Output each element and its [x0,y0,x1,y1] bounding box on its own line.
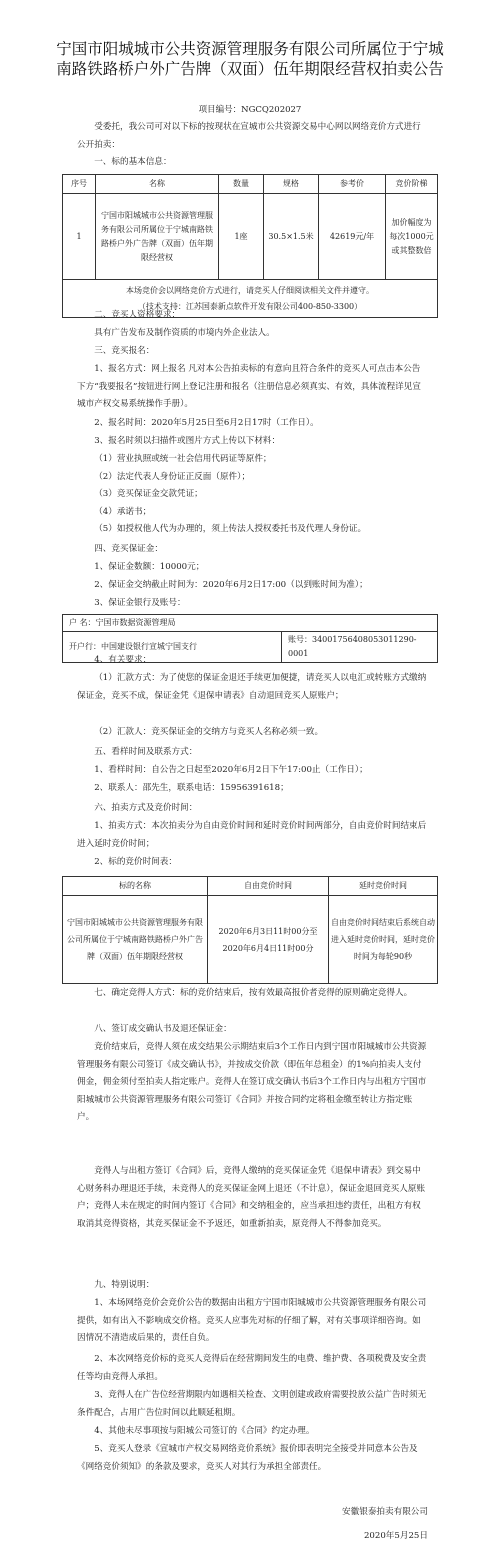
section-8-heading: 八、签订成交确认书及退还保证金： [94,1024,232,1034]
th-bid-step: 竞价阶梯 [386,175,438,194]
contact-info: 2、联系人：邵先生，联系电话：15956391618； [94,783,289,793]
list-item: （2）法定代表人身份证正反面（原件）； [94,471,251,482]
table-header-row [63,877,438,896]
signature-date: 2020年5月25日 [363,1531,428,1541]
section-1-heading: 一、标的基本信息： [94,157,172,167]
cell-delay-bid: 自由竞价时间结束后系统自动进入延时竞价时间，延时竞价时间为每轮90秒 [329,896,438,984]
account-bank: 开户行：中国建设银行宣城宁国支行 [63,632,282,663]
project-number: 项目编号：NGCQ202027 [198,105,302,115]
requirement-2: （2）汇款人：竞买保证金的交纳方与竞买人名称必须一致。 [94,727,324,737]
th-lot-name: 标的名称 [63,877,208,896]
note-2: 2、本次网络竞价标的竞买人竞得后在经营期间发生的电费、维护费、各项税费及安全责任等均由竞得人承担。 [77,1354,427,1382]
section-4-heading: 四、竞买保证金： [94,544,163,554]
th-no: 序号 [63,175,96,194]
cell-qty: 1座 [219,194,264,280]
schedule-label: 2、标的竞价时间表： [94,857,177,867]
section-9-heading: 九、特别说明： [94,1280,155,1290]
section-2-text: 具有广告发布及制作资质的市境内外企业法人。 [94,328,275,338]
section-2-heading: 二、竞买人资格要求： [94,310,181,320]
cell-ref-price: 42619元/年 [319,194,386,280]
table-header-row [63,175,438,194]
section-8-paragraph-1: 竞价结束后，竞得人须在成交结果公示期结束后3个工作日内到宁国市阳城城市公共资源管理服务有限公司签订《成交确认书》，并按成交价款（即伍年总租金）的1%向拍卖人支付佣金，佣金须付至拍卖人指定账户。竞得人在签订成交确认书后3个工作日内与出租方宁国市阳城城市公共资源管理服务有限公司签订《合同》并按合同约定将租金缴至转让方指定账户。 [77,1042,427,1123]
note-3: 3、竞得人在广告位经营期限内如遇相关检查、文明创建或政府需要投放公益广告时须无条件配合，占用广告位时间以此顺延租期。 [77,1390,427,1418]
intro-text: 受委托，我公司可对以下标的按现状在宣城市公共资源交易中心网以网络竞价方式进行公开拍卖： [77,122,421,150]
deposit-amount: 1、保证金数额：10000元； [94,562,205,572]
requirements-heading: 4、有关要求： [94,655,152,665]
th-spec: 规格 [264,175,319,194]
section-5-heading: 五、看样时间及联系方式： [94,747,198,757]
account-holder: 户 名：宁国市数据资源管理局 [63,615,438,632]
cell-spec: 30.5×1.5米 [264,194,319,280]
note-4: 4、其他未尽事项按与阳城公司签订的《合同》约定办理。 [94,1426,315,1436]
signup-materials: 3、报名时须以扫描件或图片方式上传以下材料： [94,436,281,446]
auction-method: 1、拍卖方式：本次拍卖分为自由竞价时间和延时竞价时间两部分，自由竞价时间结束后进入延时竞价时间； [77,821,427,849]
th-delay-bid: 延时竞价时间 [329,877,438,896]
bid-schedule-table [62,876,438,984]
viewing-time: 1、看样时间：自公告之日起至2020年6月2日下午17:00止（工作日）； [94,765,368,775]
cell-lot-name: 宁国市阳城城市公共资源管理服务有限公司所属位于宁城南路铁路桥户外广告牌（双面）伍年期限经营权 [63,896,208,984]
list-item: （3）竞买保证金交款凭证； [94,489,203,500]
section-6-heading: 六、拍卖方式及竞价时间： [94,803,198,813]
table-note: 本场竞价会以网络竞价方式进行，请竞买人仔细阅读相关文件并遵守。 [126,285,374,295]
table-row [63,896,438,984]
th-qty: 数量 [219,175,264,194]
list-item: （1）营业执照或统一社会信用代码证等原件； [94,454,272,464]
account-number: 账号：34001756408053011290-0001 [282,632,438,663]
signup-time: 2、报名时间：2020年5月25日至6月2日17时（工作日）。 [94,418,319,428]
table-row [63,194,438,280]
th-ref-price: 参考价 [319,175,386,194]
materials-list [77,451,444,539]
section-8-paragraph-2: 竞得人与出租方签订《合同》后，竞得人缴纳的竞买保证金凭《退保申请表》到交易中心财务科办理退还手续，未竞得人的竞买保证金网上退还（不计息），保证金退回竞买人原账户；竞得人未在规定的时间内签订《合同》和交纳租金的，应当承担违约责任，出租方有权取消其竞得资格，其竞买保证金不予返还，如重新拍卖，原竞得人不得参加竞买。 [77,1166,426,1229]
th-free-bid: 自由竞价时间 [208,877,329,896]
section-3-heading: 三、竞买报名： [94,346,155,356]
lot-info-table [62,174,438,318]
th-name: 名称 [96,175,219,194]
requirement-1: （1）汇款方式：为了使您的保证金退还手续更加便捷，请竞买人以电汇或转账方式缴纳保证金，竞买不成，保证金凭《退保申请表》自动退回竞买人原账户； [77,673,427,701]
note-1: 1、本场网络竞价会竞价公告的数据由出租方宁国市阳城城市公共资源管理服务有限公司提供，如有出入不影响成交价格。竞买人应事先对标的仔细了解，对有关事项详细咨询。如因情况不清造成后果的，责任自负。 [77,1298,427,1344]
deposit-bank-label: 3、保证金银行及账号： [94,598,186,608]
cell-name: 宁国市阳城城市公共资源管理服务有限公司所属位于宁城南路铁路桥户外广告牌（双面）伍年期限经营权 [96,194,219,280]
deposit-deadline: 2、保证金交纳截止时间为：2020年6月2日17:00（以到账时间为准）； [94,580,368,590]
list-item: （4）承诺书； [94,506,152,517]
cell-bid-step: 加价幅度为每次1000元或其整数倍 [386,194,438,280]
signup-method: 1、报名方式：网上报名 凡对本公告拍卖标的有意向且符合条件的竞买人可点击本公告下方“我要报名”按钮进行网上登记注册和报名（注册信息必须真实、有效，具体流程详见宣城市产权交易系统操作手册）。 [77,364,421,410]
cell-free-bid: 2020年6月3日11时00分至2020年6月4日11时00分 [208,896,329,984]
signer-company: 安徽银泰拍卖有限公司 [342,1507,428,1517]
cell-no: 1 [63,194,96,280]
section-7-text: 七、确定竞得人方式：标的竞价结束后，按有效最高报价者竞得的原则确定竞得人。 [94,988,413,998]
tech-support-note: （技术支持：江苏国泰新点软件开发有限公司400-850-3300） [137,301,363,311]
note-5: 5、竞买人登录《宣城市产权交易网络竞价系统》报价即表明完全接受并同意本公告及《网络竞价须知》的条款及要求，竞买人对其行为承担全部责任。 [77,1444,418,1472]
page-title: 宁国市阳城城市公共资源管理服务有限公司所属位于宁城南路铁路桥户外广告牌（双面）伍年期限经营权拍卖公告 [56,40,444,78]
list-item: （5）如授权他人代为办理的，须上传法人授权委托书及代理人身份证。 [94,524,367,535]
